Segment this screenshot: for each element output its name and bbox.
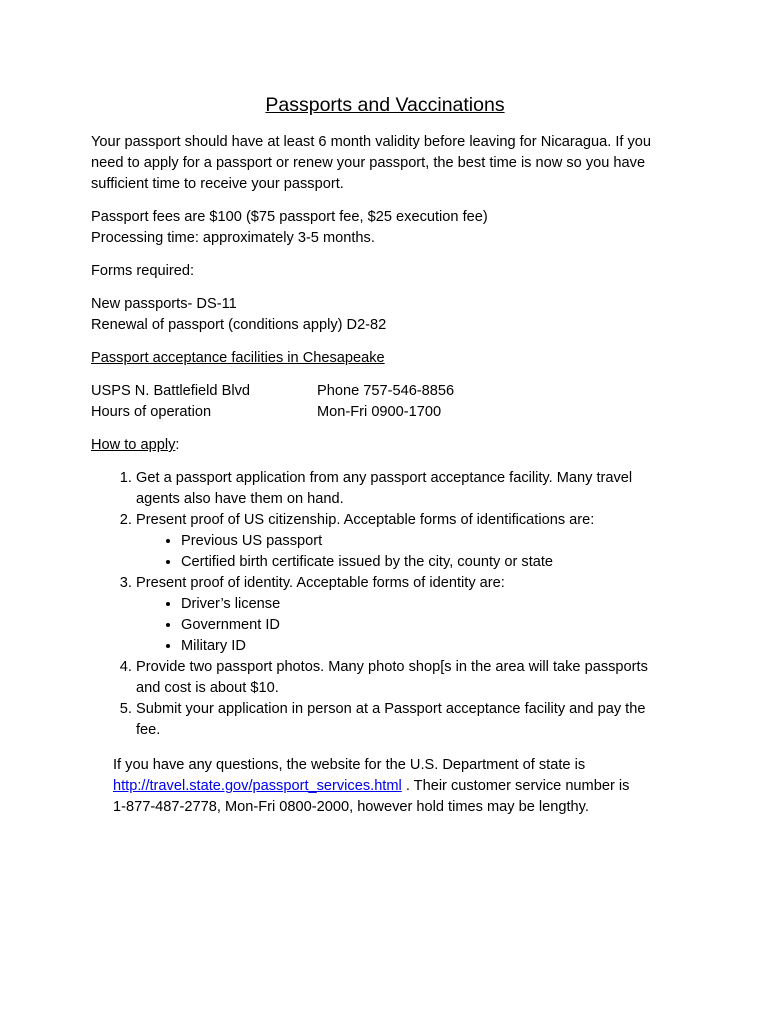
state-dept-link[interactable]: http://travel.state.gov/passport_services.html [113, 778, 402, 794]
facility-location: USPS N. Battlefield Blvd [91, 383, 250, 399]
fees-line: Passport fees are $100 ($75 passport fee, $25 execution fee) [91, 209, 488, 225]
contact-line-3: 1-877-487-2778, Mon-Fri 0800-2000, however hold times may be lengthy. [113, 799, 589, 815]
intro-line-3: sufficient time to receive your passport. [91, 176, 344, 192]
step-4-line-1: Provide two passport photos. Many photo shop[s in the area will take passports [136, 659, 648, 675]
step-1-line-1: Get a passport application from any passport acceptance facility. Many travel [136, 470, 633, 486]
apply-step-4 [136, 657, 691, 699]
apply-step-5 [136, 699, 691, 741]
step-3-line-1: Present proof of identity. Acceptable forms of identity are: [136, 575, 505, 591]
forms-heading: Forms required: [91, 263, 194, 279]
list-item: • Previous US passport [181, 531, 691, 552]
apply-step-1 [136, 468, 691, 510]
how-to-apply-label: How to apply [91, 437, 176, 453]
list-item: • Military ID [181, 636, 691, 657]
fees-paragraph [91, 207, 691, 249]
step-1-line-2: agents also have them on hand. [136, 491, 344, 507]
intro-line-2: need to apply for a passport or renew your passport, the best time is now so you have [91, 155, 646, 171]
list-item: • Driver’s license [181, 594, 691, 615]
facility-info [91, 381, 691, 423]
step-2-line-1: Present proof of US citizenship. Acceptable forms of identifications are: [136, 512, 595, 528]
facility-hours: Mon-Fri 0900-1700 [317, 404, 442, 420]
citizenship-proof-list [136, 531, 691, 573]
form-new-passport: New passports- DS-11 [91, 296, 237, 312]
list-item: • Certified birth certificate issued by the city, county or state [181, 552, 691, 573]
step-4-line-2: and cost is about $10. [136, 680, 279, 696]
facility-phone: Phone 757-546-8856 [317, 383, 455, 399]
processing-time-line: Processing time: approximately 3-5 months. [91, 230, 375, 246]
form-renewal: Renewal of passport (conditions apply) D2-82 [91, 317, 387, 333]
contact-line-1: If you have any questions, the website for the U.S. Department of state is [113, 757, 586, 773]
step-5-line-2: fee. [136, 722, 161, 738]
facility-hours-row [91, 402, 691, 423]
contact-paragraph [113, 755, 691, 818]
forms-list [91, 294, 691, 336]
facilities-heading: Passport acceptance facilities in Chesapeake [91, 350, 385, 366]
apply-step-3 [136, 573, 691, 657]
contact-line-2: . Their customer service number is [401, 778, 630, 794]
document-body [91, 132, 691, 818]
intro-line-1: Your passport should have at least 6 month validity before leaving for Nicaragua. If you [91, 134, 652, 150]
apply-steps-list [91, 468, 691, 741]
list-item: • Government ID [181, 615, 691, 636]
identity-proof-list [136, 594, 691, 657]
facility-hours-label: Hours of operation [91, 404, 212, 420]
step-5-line-1: Submit your application in person at a Passport acceptance facility and pay the [136, 701, 646, 717]
apply-step-2 [136, 510, 691, 573]
facility-location-row [91, 381, 691, 402]
how-to-apply-heading [91, 435, 691, 456]
intro-paragraph [91, 132, 691, 195]
page-title: Passports and Vaccinations [265, 94, 505, 116]
how-to-apply-colon: : [175, 437, 180, 453]
